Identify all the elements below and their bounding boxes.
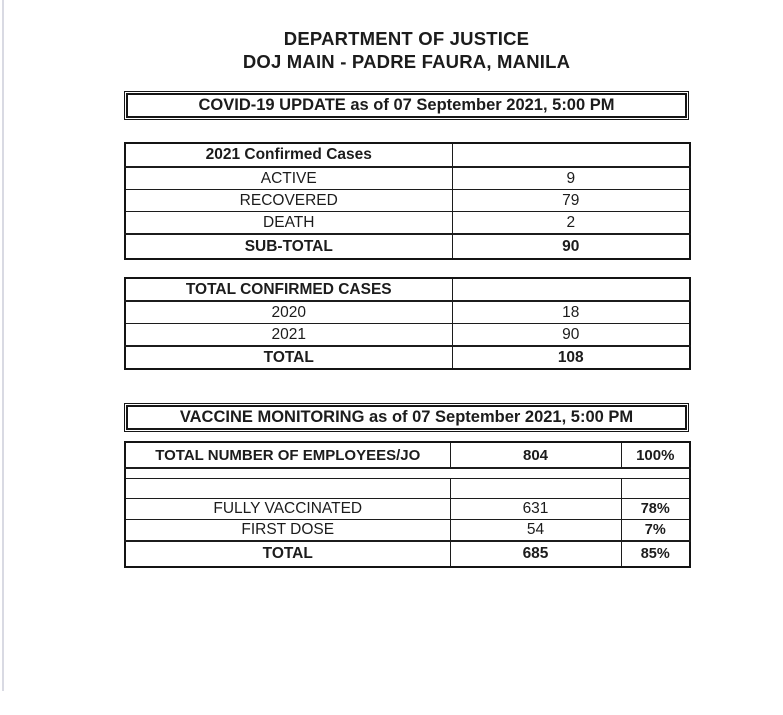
row-label-cell: FIRST DOSE xyxy=(125,520,450,542)
row-label-cell: 2020 xyxy=(125,301,452,324)
office-location: DOJ MAIN - PADRE FAURA, MANILA xyxy=(242,51,571,72)
vaccine-monitoring-banner-text: VACCINE MONITORING as of 07 September 2021, 5:00 PM xyxy=(126,405,687,430)
row-pct-cell: 7% xyxy=(621,520,690,542)
table-row xyxy=(125,520,690,542)
total-confirmed-cases-table xyxy=(124,277,691,370)
employees-total-pct: 100% xyxy=(621,442,690,468)
employees-total-row xyxy=(125,442,690,468)
row-value-cell: 9 xyxy=(452,167,690,190)
table-row xyxy=(125,324,690,347)
row-label-cell: ACTIVE xyxy=(125,167,452,190)
table-row xyxy=(125,301,690,324)
row-value-cell: 79 xyxy=(452,190,690,212)
subtotal-label-cell: SUB-TOTAL xyxy=(125,234,452,259)
subtotal-value-cell: 90 xyxy=(452,234,690,259)
total-label-cell: TOTAL xyxy=(125,346,452,369)
row-label-cell: FULLY VACCINATED xyxy=(125,499,450,520)
covid-update-banner xyxy=(124,91,689,120)
page-edge-line xyxy=(2,0,4,691)
total-row xyxy=(125,346,690,369)
row-label-cell: RECOVERED xyxy=(125,190,452,212)
confirmed-cases-2021-table xyxy=(124,142,691,260)
total-label-cell: TOTAL xyxy=(125,541,450,567)
employees-total-value: 804 xyxy=(450,442,621,468)
spacer-row xyxy=(125,468,690,479)
row-value-cell: 90 xyxy=(452,324,690,347)
table-row xyxy=(125,190,690,212)
blank-row xyxy=(125,479,690,499)
table-row xyxy=(125,499,690,520)
table-header-value xyxy=(452,143,690,167)
row-value-cell: 631 xyxy=(450,499,621,520)
row-value-cell: 2 xyxy=(452,212,690,235)
table-header-label: TOTAL CONFIRMED CASES xyxy=(125,278,452,301)
vaccine-monitoring-banner xyxy=(124,403,689,432)
blank-label-cell xyxy=(125,479,450,499)
spacer-cell xyxy=(125,468,690,479)
total-row xyxy=(125,541,690,567)
vaccine-monitoring-table xyxy=(124,441,691,568)
total-value-cell: 108 xyxy=(452,346,690,369)
subtotal-row xyxy=(125,234,690,259)
blank-value-cell xyxy=(450,479,621,499)
row-value-cell: 18 xyxy=(452,301,690,324)
covid-update-banner-text: COVID-19 UPDATE as of 07 September 2021, 5:00 PM xyxy=(126,93,687,118)
document-header xyxy=(124,27,689,73)
row-label-cell: 2021 xyxy=(125,324,452,347)
row-value-cell: 54 xyxy=(450,520,621,542)
table-header-label: 2021 Confirmed Cases xyxy=(125,143,452,167)
blank-pct-cell xyxy=(621,479,690,499)
table-header-value xyxy=(452,278,690,301)
org-name: DEPARTMENT OF JUSTICE xyxy=(283,28,530,49)
row-label-cell: DEATH xyxy=(125,212,452,235)
total-value-cell: 685 xyxy=(450,541,621,567)
table-row xyxy=(125,212,690,235)
total-pct-cell: 85% xyxy=(621,541,690,567)
employees-total-label: TOTAL NUMBER OF EMPLOYEES/JO xyxy=(125,442,450,468)
table-row xyxy=(125,167,690,190)
row-pct-cell: 78% xyxy=(621,499,690,520)
table-header-row xyxy=(125,278,690,301)
table-header-row xyxy=(125,143,690,167)
